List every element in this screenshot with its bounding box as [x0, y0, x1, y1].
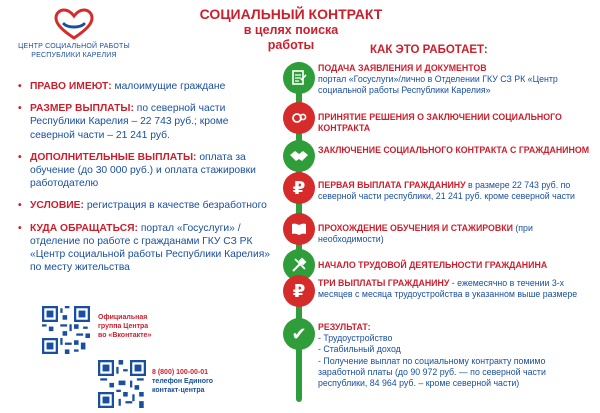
logo	[14, 8, 134, 60]
qr-code-vk[interactable]	[42, 306, 90, 354]
result-line-3: - Получение выплат по социальному контракту помимо заработной платы (до 90 972 руб. — по северной части республики, 84 964 руб. – кроме северной части)	[318, 355, 546, 389]
step-5	[318, 223, 590, 245]
bullet: •	[18, 200, 22, 212]
step-6-heading: НАЧАЛО ТРУДОВОЙ ДЕЯТЕЛЬНОСТИ ГРАЖДАНИНА	[318, 260, 548, 270]
how-it-works-heading: КАК ЭТО РАБОТАЕТ:	[370, 44, 488, 56]
list-item	[18, 102, 276, 142]
qr-code-phone[interactable]	[98, 360, 146, 408]
step-7-heading: ТРИ ВЫПЛАТЫ ГРАЖДАНИНУ	[318, 278, 450, 288]
page-title	[186, 6, 396, 53]
bullet: •	[18, 81, 22, 92]
tools-icon	[290, 256, 308, 274]
result-line-2: - Стабильный доход	[318, 344, 401, 355]
step-6	[318, 260, 590, 271]
item-label: КУДА ОБРАЩАТЬСЯ:	[30, 222, 138, 234]
step-7-icon	[283, 275, 315, 307]
heart-hands-logo-icon	[52, 8, 96, 42]
bullet: •	[18, 151, 22, 163]
step-5-text: (при необходимости)	[318, 223, 533, 245]
step-2	[318, 112, 590, 134]
step-4	[318, 180, 590, 202]
qr-vk-line3: во «Вконтакте»	[98, 332, 152, 339]
ruble-icon: ₽	[292, 280, 306, 302]
step-3-icon	[283, 140, 315, 172]
step-1-text: портал «Госуслуги»/лично в Отделении ГКУ СЗ РК «Центр социальной работы Республики Карелия»	[318, 74, 558, 96]
book-icon	[290, 221, 308, 237]
bullet: •	[18, 103, 22, 115]
qr-vk-caption	[98, 313, 151, 340]
check-icon: ✔	[291, 323, 307, 345]
title-line1: СОЦИАЛЬНЫЙ КОНТРАКТ	[199, 6, 383, 22]
phone-number[interactable]: 8 (800) 100-00-01	[152, 369, 209, 376]
step-7-text: - ежемесячно в течении 3-х месяцев с месяца трудоустройства в указанном выше размере	[318, 278, 578, 300]
step-2-icon	[283, 102, 315, 134]
item-label: УСЛОВИЕ:	[30, 200, 84, 212]
list-item	[18, 222, 276, 275]
ruble-icon: ₽	[292, 177, 306, 199]
qr-vk-line2: группа Центра	[98, 323, 149, 330]
item-text: малоимущие граждане	[111, 81, 226, 92]
item-text: оплата за обучение (до 30 000 руб.) и оплата стажировки работодателю	[30, 151, 256, 190]
item-label: ДОПОЛНИТЕЛЬНЫЕ ВЫПЛАТЫ:	[30, 151, 197, 163]
list-item	[18, 151, 276, 191]
qr-phone-line3: контакт-центра	[152, 387, 205, 394]
item-text: регистрация в качестве безработного	[83, 200, 267, 212]
step-8-heading: РЕЗУЛЬТАТ:	[318, 322, 371, 332]
bullet: •	[18, 222, 22, 234]
result-line-1: - Трудоустройство	[318, 333, 393, 344]
step-8	[318, 322, 590, 389]
item-label: ПРАВО ИМЕЮТ:	[30, 81, 112, 92]
item-label: РАЗМЕР ВЫПЛАТЫ:	[30, 103, 134, 115]
step-2-heading: ПРИНЯТИЕ РЕШЕНИЯ О ЗАКЛЮЧЕНИИ СОЦИАЛЬНОГО КОНТРАКТА	[318, 112, 562, 134]
qr-vk-line1: Официальная	[98, 314, 148, 321]
step-8-icon	[283, 318, 315, 350]
step-7	[318, 278, 590, 300]
step-1-heading: ПОДАЧА ЗАЯВЛЕНИЯ И ДОКУМЕНТОВ	[318, 63, 487, 73]
list-item	[18, 199, 276, 212]
step-4-icon	[283, 172, 315, 204]
logo-line2: РЕСПУБЛИКИ КАРЕЛИЯ	[31, 52, 117, 59]
title-line3: работы	[267, 38, 315, 52]
step-1-icon	[283, 62, 315, 94]
step-5-heading: ПРОХОЖДЕНИЕ ОБУЧЕНИЯ И СТАЖИРОВКИ	[318, 223, 513, 233]
step-4-text: в размере 22 743 руб. по северной части республики, 21 241 руб. кроме северной части	[318, 180, 575, 202]
conditions-list	[18, 80, 276, 283]
document-icon	[290, 69, 308, 87]
step-1	[318, 63, 590, 97]
qr-phone-line2: телефон Единого	[152, 378, 214, 385]
handshake-icon	[289, 147, 309, 165]
step-4-heading: ПЕРВАЯ ВЫПЛАТА ГРАЖДАНИНУ	[318, 180, 466, 190]
logo-line1: ЦЕНТР СОЦИАЛЬНОЙ РАБОТЫ	[18, 43, 130, 50]
list-item	[18, 80, 276, 93]
item-text: по северной части Республики Карелия – 22 743 руб.; кроме северной части – 21 241 руб.	[30, 103, 229, 141]
item-text: портал «Госуслуги» / отделение по работе с гражданами ГКУ СЗ РК «Центр социальной работы Республики Карелия» по месту жительства	[30, 222, 270, 274]
qr-phone-caption	[152, 368, 213, 395]
title-line2: в целях поиска	[243, 23, 339, 37]
step-3-heading: ЗАКЛЮЧЕНИЕ СОЦИАЛЬНОГО КОНТРАКТА С ГРАЖДАНИНОМ	[318, 145, 590, 155]
step-5-icon	[283, 213, 315, 245]
gears-icon	[290, 109, 308, 127]
step-3	[318, 145, 590, 156]
